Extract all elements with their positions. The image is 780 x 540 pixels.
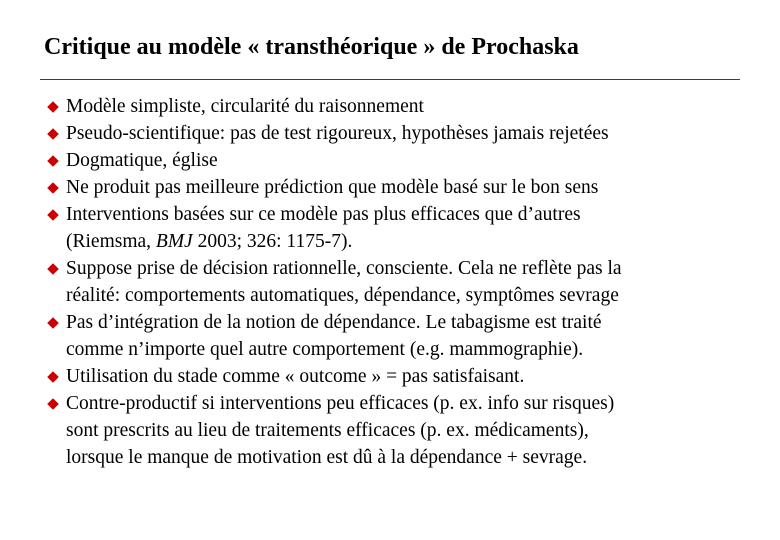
bullet-line: sont prescrits au lieu de traitements efficaces (p. ex. médicaments), xyxy=(66,420,589,441)
bullet-text xyxy=(66,309,760,363)
citation-suffix: 2003; 326: 1175-7). xyxy=(192,231,353,252)
red-diamond-icon xyxy=(47,371,59,383)
bullet-line: Modèle simpliste, circularité du raisonnement xyxy=(66,96,424,117)
red-diamond-icon xyxy=(47,263,59,275)
red-diamond-icon xyxy=(47,317,59,329)
bullet-item xyxy=(48,201,760,255)
bullet-item xyxy=(48,309,760,363)
bullet-text xyxy=(66,147,760,174)
citation-prefix: (Riemsma, xyxy=(66,231,156,252)
bullet-text xyxy=(66,255,760,309)
bullet-line: comme n’importe quel autre comportement (e.g. mammographie). xyxy=(66,339,584,360)
bullet-item xyxy=(48,120,760,147)
bullet-line: réalité: comportements automatiques, dépendance, symptômes sevrage xyxy=(66,285,619,306)
bullet-item xyxy=(48,147,760,174)
bullet-text xyxy=(66,201,760,255)
bullet-line: Suppose prise de décision rationnelle, consciente. Cela ne reflète pas la xyxy=(66,258,622,279)
bullet-text xyxy=(66,93,760,120)
red-diamond-icon xyxy=(47,155,59,167)
bullet-item xyxy=(48,93,760,120)
bullet-line: Contre-productif si interventions peu efficaces (p. ex. info sur risques) xyxy=(66,393,615,414)
red-diamond-icon xyxy=(47,128,59,140)
bullet-item xyxy=(48,174,760,201)
red-diamond-icon xyxy=(47,182,59,194)
bullet-line: Interventions basées sur ce modèle pas plus efficaces que d’autres xyxy=(66,204,581,225)
bullet-line: Utilisation du stade comme « outcome » = pas satisfaisant. xyxy=(66,366,525,387)
citation-line xyxy=(66,228,760,255)
bullet-line: Pseudo-scientifique: pas de test rigoureux, hypothèses jamais rejetées xyxy=(66,123,609,144)
red-diamond-icon xyxy=(47,398,59,410)
bullet-line: lorsque le manque de motivation est dû à la dépendance + sevrage. xyxy=(66,447,588,468)
red-diamond-icon xyxy=(47,101,59,113)
bullet-item xyxy=(48,390,760,471)
bullet-item xyxy=(48,255,760,309)
bullet-list xyxy=(48,93,760,471)
bullet-text xyxy=(66,174,760,201)
citation-journal: BMJ xyxy=(155,231,193,252)
title-divider xyxy=(40,79,740,80)
bullet-line: Pas d’intégration de la notion de dépendance. Le tabagisme est traité xyxy=(66,312,602,333)
bullet-text xyxy=(66,390,760,471)
red-diamond-icon xyxy=(47,209,59,221)
bullet-item xyxy=(48,363,760,390)
bullet-text xyxy=(66,120,760,147)
bullet-line: Ne produit pas meilleure prédiction que modèle basé sur le bon sens xyxy=(66,177,599,198)
slide-title: Critique au modèle « transthéorique » de Prochaska xyxy=(44,34,579,60)
bullet-line: Dogmatique, église xyxy=(66,150,218,171)
bullet-text xyxy=(66,363,760,390)
